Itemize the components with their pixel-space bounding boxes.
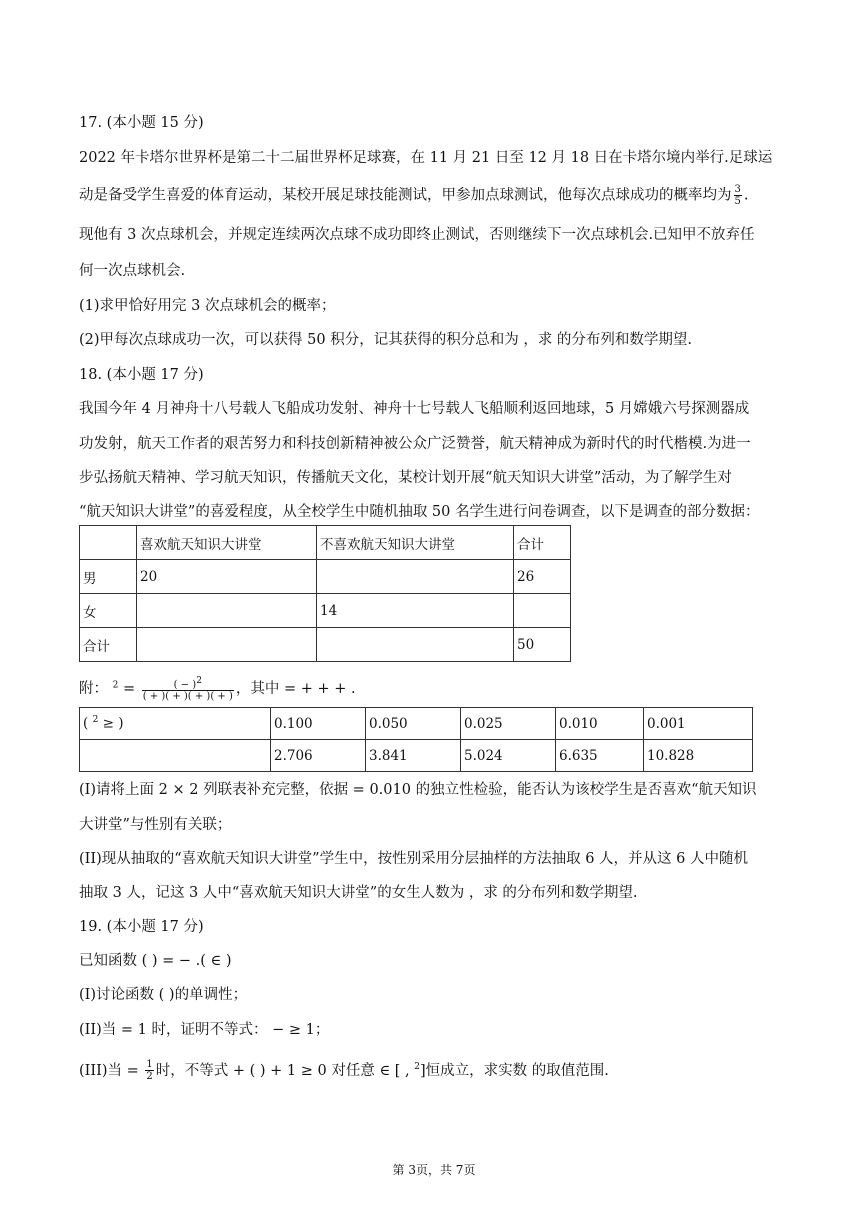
fraction-numerator (142, 676, 234, 691)
table-cell: 6.635 (556, 740, 644, 772)
q18-part2-line: (II)现从抽取的“喜欢航天知识大讲堂”学生中，按性别采用分层抽样的方法抽取 6 人，并从这 6 人中随机 (79, 851, 748, 867)
q19-part2: (II)当 = 1 时，证明不等式： − ≥ 1； (79, 1022, 330, 1038)
q19-header: 19. (本小题 17 分) (79, 919, 204, 935)
table-header-cell: 合计 (514, 526, 571, 560)
table-cell (137, 594, 317, 628)
q18-intro-line: 步弘扬航天精神、学习航天知识，传播航天文化，某校计划开展“航天知识大讲堂”活动，为了解学生对 (79, 470, 732, 486)
fraction-denominator: 5 (734, 196, 741, 207)
q18-intro-line: 功发射，航天工作者的艰苦努力和科技创新精神被公众广泛赞誉，航天精神成为新时代的时代楷模.为进一 (79, 436, 751, 452)
table-cell (137, 628, 317, 662)
table-cell (514, 594, 571, 628)
table-cell: 2.706 (271, 740, 366, 772)
half-fraction (145, 1059, 153, 1082)
table-cell (80, 740, 271, 772)
q17-part1: (1)求甲恰好用完 3 次点球机会的概率； (79, 298, 336, 314)
table-cell (317, 560, 514, 594)
table-row (80, 594, 571, 628)
table-header-cell: 不喜欢航天知识大讲堂 (317, 526, 514, 560)
table-cell: 0.100 (271, 708, 366, 740)
crit-label: ( (83, 715, 93, 732)
q18-intro-line: 我国今年 4 月神舟十八号载人飞船成功发射、神舟十七号载人飞船顺利返回地球，5 月嫦娥六号探测器成 (79, 401, 750, 417)
formula-fraction (142, 676, 234, 702)
q19-part3 (79, 1058, 609, 1082)
table-row (80, 560, 571, 594)
table-cell: 0.010 (556, 708, 644, 740)
numerator-text: ( − ) (173, 679, 197, 691)
table-cell: 20 (137, 560, 317, 594)
table-row (80, 708, 753, 740)
contingency-table (79, 525, 571, 662)
q18-header: 18. (本小题 17 分) (79, 367, 204, 383)
critical-value-table (79, 707, 753, 772)
table-cell: 26 (514, 560, 571, 594)
table-header-cell: 喜欢航天知识大讲堂 (137, 526, 317, 560)
q18-part1-line: 大讲堂”与性别有关联； (79, 817, 232, 833)
table-cell: 10.828 (644, 740, 753, 772)
table-cell: 3.841 (366, 740, 461, 772)
table-cell: 0.050 (366, 708, 461, 740)
q18-part2-line: 抽取 3 人，记这 3 人中“喜欢航天知识大讲堂”的女生人数为 ，求 的分布列和数学期望. (79, 885, 638, 901)
page-footer: 第 3页，共 7页 (392, 1163, 476, 1177)
q19-stem: 已知函数 ( ) = − .( ∈ ) (79, 953, 232, 969)
fraction-denominator: 2 (146, 1071, 153, 1083)
table-header-cell (80, 526, 137, 560)
q19-part3-text: 时，不等式 + ( ) + 1 ≥ 0 对任意 ∈ [ , (155, 1062, 415, 1079)
table-row (80, 740, 753, 772)
fraction-numerator: 1 (146, 1059, 153, 1071)
q18-intro-line: “航天知识大讲堂”的喜爱程度，从全校学生中随机抽取 50 名学生进行问卷调查，以下是调查的部分数据： (79, 504, 760, 520)
q17-intro-line: 2022 年卡塔尔世界杯是第二十二届世界杯足球赛，在 11 月 21 日至 12 月 18 日在卡塔尔境内举行.足球运 (79, 150, 773, 166)
formula-equals: = (118, 681, 140, 698)
table-cell: 14 (317, 594, 514, 628)
q19-part3-superscript: 2 (414, 1062, 421, 1072)
q19-part1: (I)讨论函数 ( )的单调性； (79, 987, 248, 1003)
table-header-row (80, 526, 571, 560)
table-cell: 50 (514, 628, 571, 662)
q17-intro-text: . (743, 187, 749, 204)
formula-prefix: 附： (79, 681, 108, 698)
table-cell: 男 (80, 560, 137, 594)
q17-intro-text: 动是备受学生喜爱的体育运动，某校开展足球技能测试，甲参加点球测试，他每次点球成功的概率均为 (79, 187, 732, 204)
crit-label-end: ≥ ) (98, 715, 124, 732)
q17-intro-line: 何一次点球机会. (79, 263, 186, 279)
q18-part1-line: (I)请将上面 2 × 2 列联表补充完整，依据 = 0.010 的独立性检验，能否认为该校学生是否喜欢“航天知识 (79, 782, 757, 798)
table-cell: 0.001 (644, 708, 753, 740)
q17-intro-line: 现他有 3 次点球机会，并规定连续两次点球不成功即终止测试，否则继续下一次点球机会.已知甲不放弃任 (79, 227, 755, 243)
table-cell (317, 628, 514, 662)
table-cell (80, 708, 271, 740)
q17-intro-line (79, 184, 748, 207)
probability-fraction (734, 184, 742, 207)
crit-label-sup: 2 (92, 715, 99, 726)
fraction-denominator: ( + )( + )( + )( + ) (142, 691, 233, 703)
fraction-numerator: 3 (734, 184, 741, 195)
table-cell: 女 (80, 594, 137, 628)
table-cell: 0.025 (461, 708, 556, 740)
table-row (80, 628, 571, 662)
q17-header: 17. (本小题 15 分) (79, 115, 204, 131)
formula-superscript: 2 (112, 680, 119, 691)
table-cell: 5.024 (461, 740, 556, 772)
formula-suffix: ，其中 = + + + . (235, 681, 356, 698)
q19-part3-text: (III)当 = (79, 1062, 144, 1079)
numerator-superscript: 2 (196, 676, 202, 686)
chi-square-formula (79, 676, 356, 702)
q17-part2: (2)甲每次点球成功一次，可以获得 50 积分，记其获得的积分总和为 ，求 的分布列和数学期望. (79, 332, 693, 348)
table-cell: 合计 (80, 628, 137, 662)
q19-part3-text: ]恒成立，求实数 的取值范围. (420, 1062, 609, 1079)
